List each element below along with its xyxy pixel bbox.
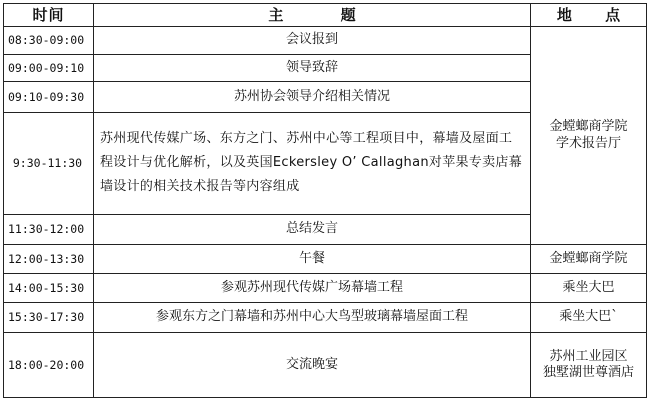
place-line: 乘坐大巴: [562, 279, 615, 295]
time-cell: 11:30-12:00: [4, 214, 94, 244]
time-cell: 08:30-09:00: [4, 27, 94, 55]
place-line: 乘坐大巴`: [559, 309, 618, 325]
place-cell: [531, 245, 647, 274]
place-cell: [531, 332, 647, 397]
table-row: [4, 27, 647, 55]
place-line: 金螳螂商学院: [549, 250, 628, 266]
topic-cell: 苏州现代传媒广场、东方之门、苏州中心等工程项目中，幕墙及屋面工程设计与优化解析，以及英国Eckersley O’ Callaghan对苹果专卖店幕墙设计的相关技术报告等内容组成: [94, 112, 531, 214]
time-cell: 09:10-09:30: [4, 82, 94, 112]
topic-cell: 苏州协会领导介绍相关情况: [94, 82, 531, 112]
header-place: 地 点: [531, 4, 647, 27]
table-row: [4, 332, 647, 397]
header-row: [4, 4, 647, 27]
table-row: [4, 245, 647, 274]
topic-cell: 领导致辞: [94, 54, 531, 82]
topic-cell: 午餐: [94, 245, 531, 274]
topic-cell: 会议报到: [94, 27, 531, 55]
place-cell: [531, 273, 647, 302]
time-cell: 09:00-09:10: [4, 54, 94, 82]
place-line: 学术报告厅: [555, 135, 621, 151]
topic-cell: 参观苏州现代传媒广场幕墙工程: [94, 273, 531, 302]
topic-cell: 总结发言: [94, 214, 531, 244]
place-cell: [531, 302, 647, 332]
topic-cell: 参观东方之门幕墙和苏州中心大鸟型玻璃幕墙屋面工程: [94, 302, 531, 332]
header-time: 时间: [4, 4, 94, 27]
table-row: [4, 302, 647, 332]
agenda-table: [3, 3, 647, 398]
agenda-sheet: [3, 3, 646, 398]
header-topic: 主 题: [94, 4, 531, 27]
time-cell: 9:30-11:30: [4, 112, 94, 214]
time-cell: 12:00-13:30: [4, 245, 94, 274]
place-line: 苏州工业园区: [549, 348, 628, 364]
topic-cell: 交流晚宴: [94, 332, 531, 397]
table-row: [4, 273, 647, 302]
time-cell: 14:00-15:30: [4, 273, 94, 302]
time-cell: 15:30-17:30: [4, 302, 94, 332]
place-cell-merged: [531, 27, 647, 245]
place-line: 独墅湖世尊酒店: [542, 364, 634, 380]
place-line: 金螳螂商学院: [549, 119, 628, 135]
time-cell: 18:00-20:00: [4, 332, 94, 397]
